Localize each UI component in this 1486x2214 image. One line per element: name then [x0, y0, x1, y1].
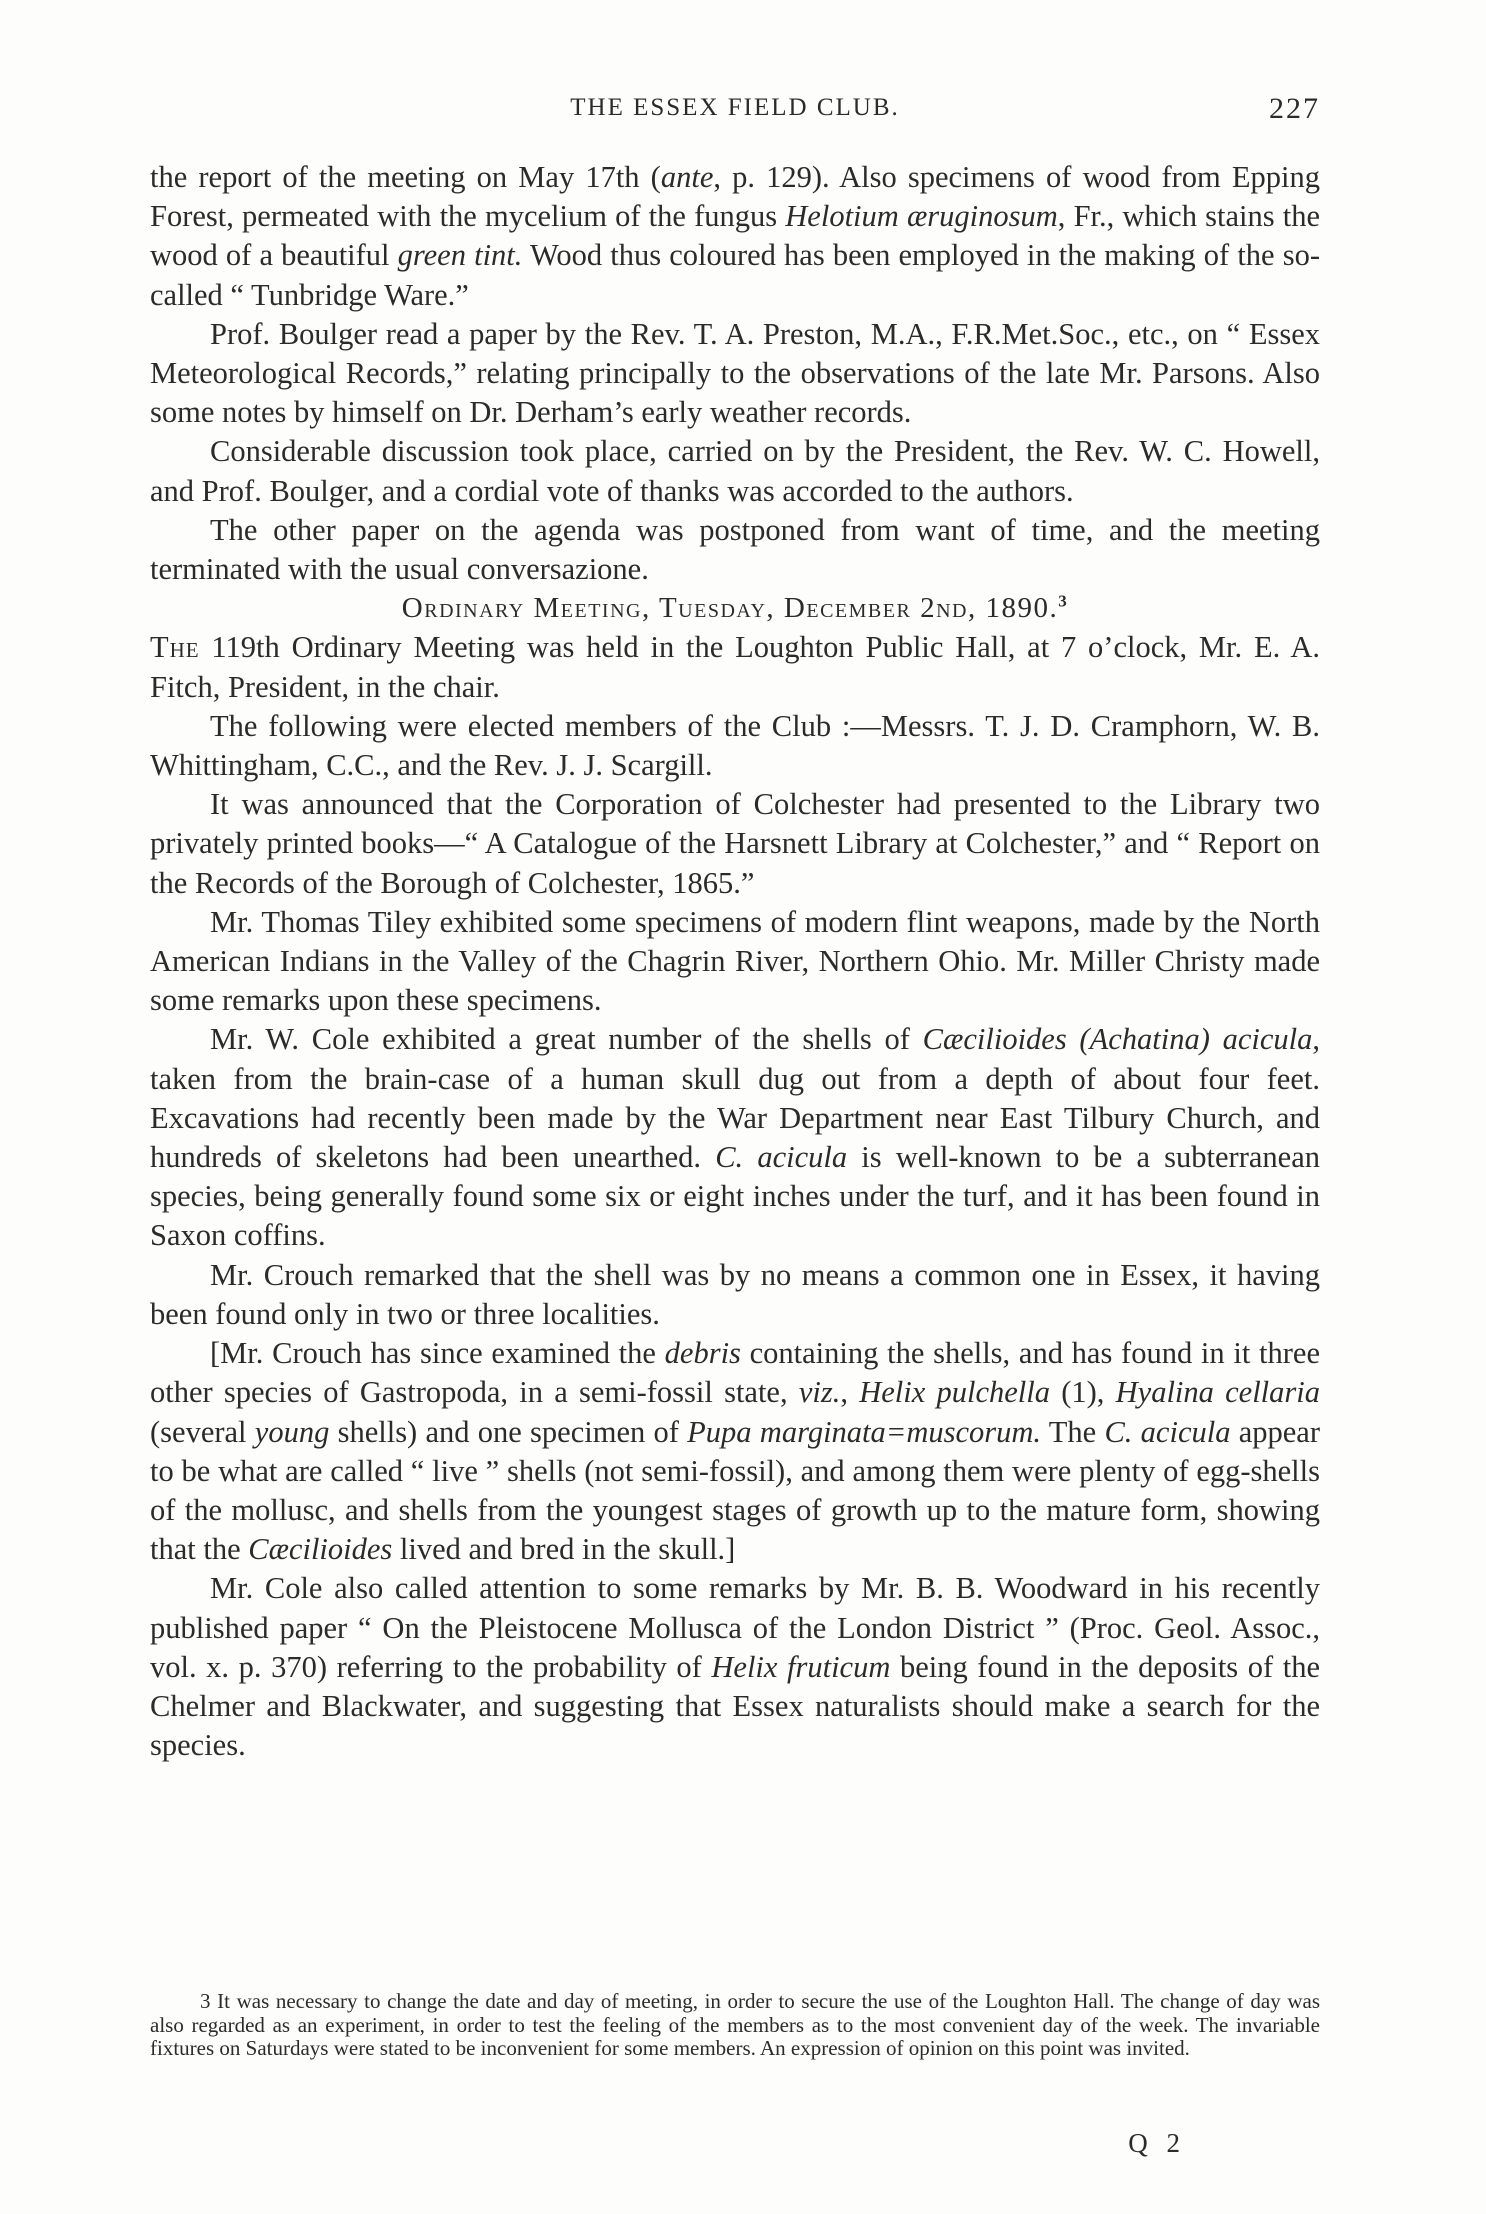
- italic-c-acicula: C. acicula: [1104, 1414, 1231, 1449]
- text-run: lived and bred in the skull.]: [392, 1532, 736, 1567]
- paragraph-meeting-opening: [150, 628, 1320, 706]
- paragraph-crouch-examination: [150, 1334, 1320, 1569]
- paragraph-crouch-remark: Mr. Crouch remarked that the shell was by no means a common one in Essex, it having been found only in two or three localities.: [150, 1257, 1320, 1331]
- paragraph-members-elected: The following were elected members of the Club :—Messrs. T. J. D. Cramphorn, W. B. Whittingham, C.C., and the Rev. J. J. Scargill.: [150, 708, 1320, 783]
- italic-green-tint: green tint.: [397, 238, 523, 273]
- italic-viz: viz.: [798, 1375, 841, 1410]
- text-run: being found in the deposits of the Chelmer and Blackwater, and suggesting that Essex naturalists should make a search for the species.: [150, 1649, 1320, 1763]
- text-run: is well-known to be a subterranean species, being generally found some six or eight inches under the turf, and it has been found in Saxon coffins.: [150, 1140, 1320, 1253]
- section-heading: [150, 589, 1320, 628]
- text-run: Wood thus coloured has been employed in the making of the so-called “ Tunbridge Ware.”: [150, 238, 1321, 312]
- signature-mark: Q 2: [1128, 2128, 1186, 2158]
- text-run: (1),: [1049, 1375, 1116, 1410]
- paragraph-flint-weapons: Mr. Thomas Tiley exhibited some specimens of modern flint weapons, made by the North American Indians in the Valley of the Chagrin River, Northern Ohio. Mr. Miller Christy made some remarks upon these specimens.: [150, 904, 1320, 1018]
- paragraph-postponed: The other paper on the agenda was postponed from want of time, and the meeting terminated with the usual conversazione.: [150, 512, 1320, 587]
- italic-hyalina-cellaria: Hyalina cellaria: [1115, 1375, 1320, 1410]
- section-heading-text: Ordinary Meeting, Tuesday, December 2nd, 1890.: [401, 592, 1059, 625]
- italic-debris: debris: [664, 1336, 741, 1371]
- italic-caecilioides: Cæcilioides: [248, 1532, 393, 1567]
- text-run: [Mr. Crouch has since examined the: [210, 1336, 665, 1371]
- text-run: containing the shells, and has found in it three other species of Gastropoda, in a semi-fossil state,: [150, 1336, 1320, 1410]
- text-run: (several: [150, 1414, 255, 1449]
- running-title: THE ESSEX FIELD CLUB.: [570, 94, 900, 121]
- text-run: 119th Ordinary Meeting was held in the Loughton Public Hall, at 7 o’clock, Mr. E. A. Fitch, President, in the chair.: [150, 630, 1320, 704]
- paragraph-library-books: It was announced that the Corporation of Colchester had presented to the Library two privately printed books—“ A Catalogue of the Harsnett Library at Colchester,” and “ Report on the Records of the Borough of Colchester, 1865.”: [150, 787, 1320, 900]
- italic-ante: ante: [660, 160, 714, 194]
- page-number: 227: [1269, 92, 1320, 125]
- text-run: , taken from the brain-case of a human skull dug out from a depth of about four feet. Excavations had recently been made by the War Department near East Tilbury Church, and hundreds of skeletons had been unearthed.: [150, 1022, 1320, 1175]
- text-run: The: [1041, 1414, 1105, 1449]
- italic-helotium: Helotium æruginosum: [785, 199, 1058, 234]
- paragraph-cole-shells: [150, 1020, 1320, 1255]
- text-run: the report of the meeting on May 17th (: [150, 160, 661, 194]
- text-run: Mr. Cole also called attention to some remarks by Mr. B. B. Woodward in his recently published paper “ On the Pleistocene Mollusca of the London District ” (Proc. Geol. Assoc., vol. x. p. 370) referring to the probability of: [150, 1571, 1320, 1684]
- text-run: , Fr., which stains the wood of a beautiful: [150, 199, 1320, 273]
- footnote-text: 3 It was necessary to change the date and day of meeting, in order to secure the use of the Loughton Hall. The change of day was also regarded as an experiment, in order to test the feeling of the members as to the most convenient day of the week. The invariable fixtures on Saturdays were stated to be inconvenient for some members. An expression of opinion on this point was invited.: [150, 1989, 1320, 2060]
- paragraph-preston-paper: Prof. Boulger read a paper by the Rev. T. A. Preston, M.A., F.R.Met.Soc., etc., on “ Essex Meteorological Records,” relating principally to the observations of the late Mr. Parsons. Also some notes by himself on Dr. Derham’s early weather records.: [150, 316, 1320, 430]
- footnote: [150, 1990, 1320, 2061]
- text-run: ,: [840, 1375, 860, 1410]
- italic-pupa-marginata: Pupa marginata=muscorum.: [687, 1414, 1042, 1449]
- paragraph-discussion: Considerable discussion took place, carried on by the President, the Rev. W. C. Howell, and Prof. Boulger, and a cordial vote of thanks was accorded to the authors.: [150, 434, 1320, 508]
- text-run: appear to be what are called “ live ” shells (not semi-fossil), and among them were plenty of egg-shells of the mollusc, and shells from the youngest stages of growth up to the mature form, showing that the: [150, 1414, 1320, 1567]
- body-text: [150, 158, 1320, 1765]
- text-run: shells) and one specimen of: [329, 1414, 688, 1449]
- footnote-mark: 3: [1058, 591, 1069, 611]
- italic-helix-fruticum: Helix fruticum: [711, 1649, 891, 1684]
- paragraph-cole-woodward: [150, 1569, 1320, 1765]
- italic-caecilioides: Cæcilioides (Achatina) acicula: [922, 1022, 1313, 1057]
- italic-young: young: [254, 1414, 330, 1449]
- text-run: , p. 129). Also specimens of wood from Epping Forest, permeated with the mycelium of the fungus: [150, 160, 1320, 234]
- running-head: [150, 92, 1320, 132]
- run-in-word: The: [150, 630, 200, 665]
- italic-helix-pulchella: Helix pulchella: [859, 1375, 1050, 1410]
- text-run: Mr. W. Cole exhibited a great number of the shells of: [210, 1022, 923, 1057]
- italic-c-acicula: C. acicula: [715, 1140, 848, 1175]
- paragraph-continuation: [150, 158, 1320, 315]
